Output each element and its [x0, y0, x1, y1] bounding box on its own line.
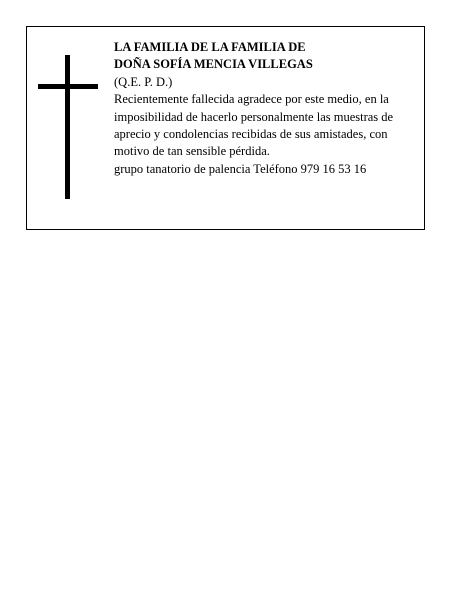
heading-line-2: DOÑA SOFÍA MENCIA VILLEGAS: [114, 57, 313, 72]
cross-vertical-bar: [65, 55, 70, 199]
body-paragraph: Recientemente fallecida agradece por este medio, en la imposibilidad de hacerlo personalmente las muestras de aprecio y condolencias recibidas de sus amistades, con motivo de tan sensible pérdida.: [114, 92, 394, 159]
footer-line: grupo tanatorio de palencia Teléfono 979 16 53 16: [114, 161, 367, 176]
notice-text: [114, 39, 422, 178]
cross-horizontal-bar: [38, 84, 98, 89]
cross-icon: [38, 55, 98, 199]
heading-line-1: LA FAMILIA DE LA FAMILIA DE: [114, 40, 306, 54]
obituary-notice: [26, 26, 425, 230]
qepd-line: (Q.E. P. D.): [114, 74, 173, 89]
